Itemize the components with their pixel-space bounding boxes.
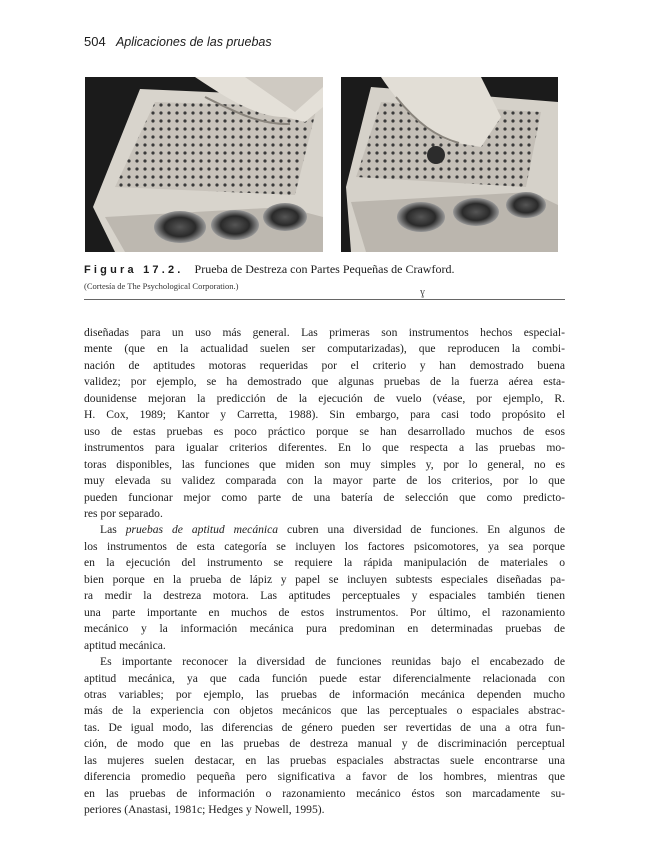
figure-title: Prueba de Destreza con Partes Pequeñas de Crawford. xyxy=(194,262,455,276)
text-run: Las xyxy=(100,523,126,537)
pegboard-photo-right-image xyxy=(341,77,558,252)
text-line: en las pruebas de información o razonamiento mecánico éstos son marcadamente su- xyxy=(84,786,565,800)
paragraph-1 xyxy=(84,325,565,522)
text-line: instrumentos para igualar criterios diferentes. En lo que respecta a las pruebas mo- xyxy=(84,441,565,455)
page-number: 504 xyxy=(84,34,106,49)
text-line: H. Cox, 1989; Kantor y Carretta, 1988). Sin embargo, para casi todo propósito el xyxy=(84,408,565,422)
text-line: en la ejecución del instrumento se requiere la rápida manipulación de materiales o xyxy=(84,556,565,570)
text-line: aptitud mecánica, ya que cada función puede estar diferencialmente relacionada con xyxy=(84,671,565,685)
text-line: mente (que en la actualidad suelen ser computarizadas), que reproducen la combi- xyxy=(84,342,565,356)
text-line: las mujeres suelen destacar, en las pruebas espaciales abstractas suele encontrarse una xyxy=(84,753,565,767)
text-line: más de la experiencia con objetos mecánicos que las perceptuales o espaciales abstrac- xyxy=(84,704,565,718)
text-line: bien porque en la prueba de lápiz y papel se incluyen subtests especiales diseñadas pa- xyxy=(84,572,565,586)
text-line: otras variables; por ejemplo, las pruebas de información mecánica dependen mucho xyxy=(84,687,565,701)
text-line: ra medir la destreza motora. Las aptitudes perceptuales y espaciales también tienen xyxy=(84,589,565,603)
text-line: dounidense mejoran la predicción de la ejecución de vuelo (véase, por ejemplo, R. xyxy=(84,391,565,405)
text-line: muy elevada su validez comparada con la mayor parte de los criterios, por lo que xyxy=(84,474,565,488)
stray-mark: ɣ xyxy=(420,287,425,298)
text-line: ción, de modo que en las pruebas de destreza manual y de discriminación perceptual xyxy=(84,737,565,751)
text-line xyxy=(84,522,565,538)
text-line: diseñadas para un uso más general. Las primeras son instrumentos hechos especial- xyxy=(84,326,565,339)
text-line: Es importante reconocer la diversidad de funciones reunidas bajo el encabezado de xyxy=(100,655,565,669)
figure-credit: (Cortesía de The Psychological Corporation.) xyxy=(84,281,239,291)
figure-photo-right xyxy=(341,77,558,252)
text-line: res por separado. xyxy=(84,506,163,520)
text-line: uso de estas pruebas es poco práctico porque se han desarrollado muchos de esos xyxy=(84,424,565,438)
pegboard-photo-left-image xyxy=(85,77,323,252)
text-line: mecánico y la información mecánica pura predominan en determinadas pruebas de xyxy=(84,622,565,636)
text-line: periores (Anastasi, 1981c; Hedges y Nowell, 1995). xyxy=(84,803,325,817)
figure-divider xyxy=(84,299,565,300)
running-head: Aplicaciones de las pruebas xyxy=(115,35,272,49)
text-line: pueden funcionar mejor como parte de una batería de selección que como predicto- xyxy=(84,490,565,504)
italic-term: pruebas de aptitud mecánica xyxy=(125,523,279,537)
page-header xyxy=(84,34,272,50)
text-line: aptitud mecánica. xyxy=(84,638,166,652)
figure-photo-left xyxy=(85,77,323,252)
text-line: una parte importante en muchos de estos instrumentos. Por último, el razonamiento xyxy=(84,605,565,619)
text-line: nación de aptitudes motoras requeridas por el criterio y han demostrado buena xyxy=(84,358,565,372)
figure-label: Figura 17.2. xyxy=(84,264,184,276)
text-run: cubren una diversidad de funciones. En algunos de xyxy=(278,523,565,537)
body-text xyxy=(84,325,565,819)
paragraph-3 xyxy=(84,654,565,819)
text-line: los instrumentos de esta categoría se incluyen los factores psicomotores, ya sea porque xyxy=(84,539,565,553)
text-line: tas. De igual modo, las diferencias de género pueden ser revertidas de una a otra fun- xyxy=(84,720,565,734)
text-line: validez; por ejemplo, se ha demostrado que algunas pruebas de la fuerza aérea esta- xyxy=(84,375,565,389)
text-line: toras disponibles, las funciones que miden son muy simples y, por lo general, no es xyxy=(84,457,565,471)
paragraph-2 xyxy=(84,522,565,654)
text-line: diferencia promedio pequeña pero significativa a favor de los hombres, mientras que xyxy=(84,770,565,784)
figure-caption xyxy=(84,262,454,277)
